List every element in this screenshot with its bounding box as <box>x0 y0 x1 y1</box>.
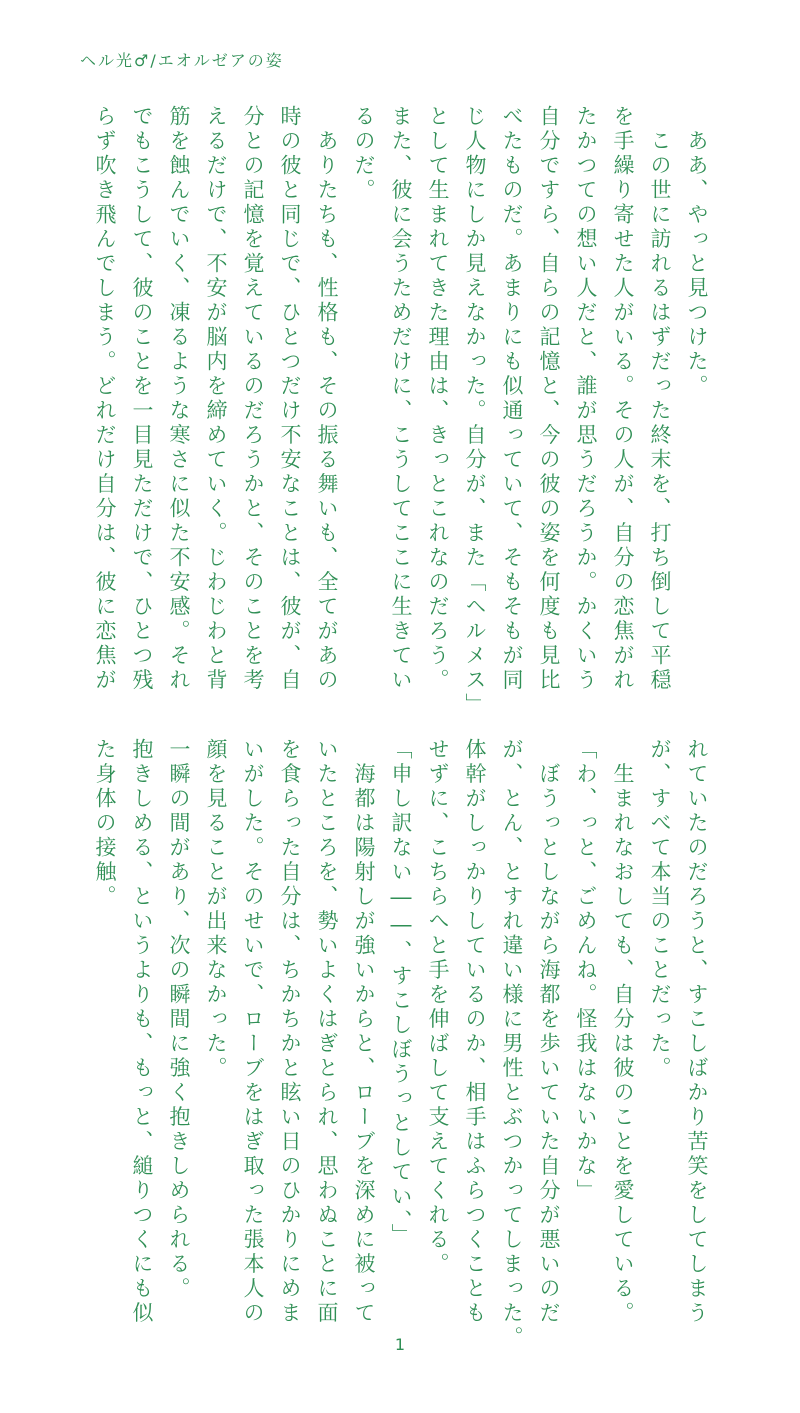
text-line: 時の彼と同じで、ひとつだけ不安なことは、彼が、自 <box>278 105 302 693</box>
text-line: 「わ、っと、ごめんね。怪我はないかな」 <box>574 738 598 1204</box>
text-line: いたところを、勢いよくはぎとられ、思わぬことに面 <box>315 738 339 1326</box>
text-line: じ人物にしか見えなかった。自分が、また「ヘルメス」 <box>463 105 487 718</box>
text-line: るのだ。 <box>352 105 376 203</box>
text-line: 海都は陽射しが強いからと、ローブを深めに被って <box>352 738 376 1326</box>
text-line: べたものだ。あまりにも似通っていて、そもそもが同 <box>500 105 524 693</box>
text-line: ああ、やっと見つけた。 <box>685 105 709 399</box>
text-line: が、とん、とすれ違い様に男性とぶつかってしまった。 <box>500 738 524 1351</box>
text-line: 体幹がしっかりしているのか、相手はふらつくことも <box>463 738 487 1326</box>
text-line: また、彼に会うためだけに、こうしてここに生きてい <box>389 105 413 693</box>
text-line: せずに、こちらへと手を伸ばして支えてくれる。 <box>426 738 450 1277</box>
text-line: 「申し訳ない――、すこしぼうっとしてい、」 <box>389 738 413 1248</box>
text-block-upper <box>85 105 715 718</box>
text-block-lower <box>85 738 715 1351</box>
document-header: ヘル光♂/エオルゼアの姿 <box>80 51 284 70</box>
text-line: たかつての想い人だと、誰が思うだろうか。かくいう <box>574 105 598 693</box>
text-line: れていたのだろうと、すこしばかり苦笑をしてしまう <box>685 738 709 1326</box>
text-line: 筋を蝕んでいく、凍るような寒さに似た不安感。それ <box>167 105 191 693</box>
text-line: 一瞬の間があり、次の瞬間に強く抱きしめられる。 <box>167 738 191 1302</box>
text-line: 分との記憶を覚えているのだろうかと、そのことを考 <box>241 105 265 693</box>
text-line: として生まれてきた理由は、きっとこれなのだろう。 <box>426 105 450 693</box>
text-line: た身体の接触。 <box>93 738 117 910</box>
text-line: ぼうっとしながら海都を歩いていた自分が悪いのだ <box>537 738 561 1326</box>
text-line: ありたちも、性格も、その振る舞いも、全てがあの <box>315 105 339 693</box>
text-line: を食らった自分は、ちかちかと眩い日のひかりにめま <box>278 738 302 1326</box>
text-line: 生まれなおしても、自分は彼のことを愛している。 <box>611 738 635 1326</box>
page-number: 1 <box>394 1335 406 1354</box>
text-line: いがした。そのせいで、ローブをはぎ取った張本人の <box>241 738 265 1326</box>
text-line: でもこうして、彼のことを一目見ただけで、ひとつ残 <box>130 105 154 693</box>
text-line: えるだけで、不安が脳内を締めていく。じわじわと背 <box>204 105 228 693</box>
text-line: 顔を見ることが出来なかった。 <box>204 738 228 1081</box>
text-line: 自分ですら、自らの記憶と、今の彼の姿を何度も見比 <box>537 105 561 693</box>
text-line: この世に訪れるはずだった終末を、打ち倒して平穏 <box>648 105 672 693</box>
text-line: らず吹き飛んでしまう。どれだけ自分は、彼に恋焦が <box>93 105 117 693</box>
text-line: を手繰り寄せた人がいる。その人が、自分の恋焦がれ <box>611 105 635 693</box>
text-line: 抱きしめる、というよりも、もっと、縋りつくにも似 <box>130 738 154 1326</box>
text-line: が、すべて本当のことだった。 <box>648 738 672 1081</box>
